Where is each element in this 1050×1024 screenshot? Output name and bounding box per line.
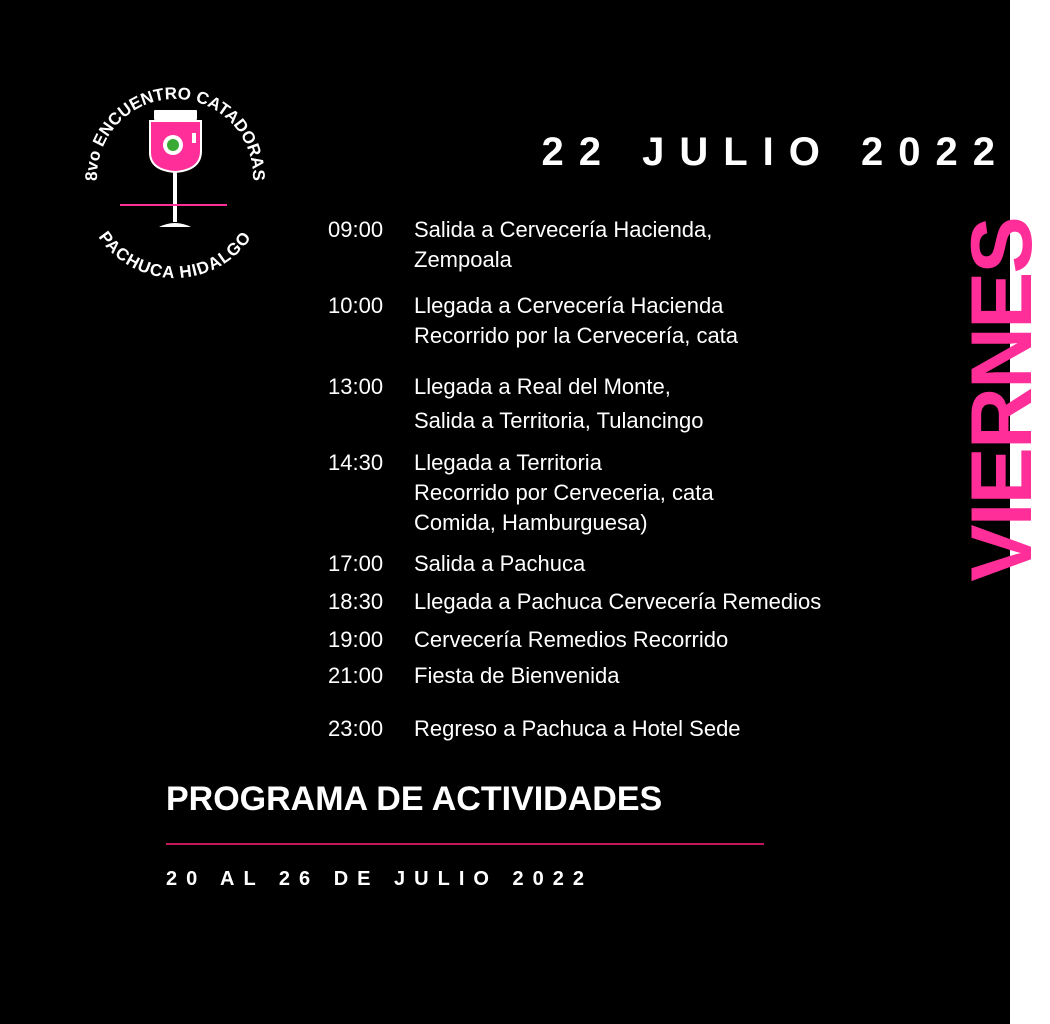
schedule-description-line: Regreso a Pachuca a Hotel Sede — [414, 716, 741, 741]
schedule-description — [414, 661, 619, 691]
program-title: PROGRAMA DE ACTIVIDADES — [166, 780, 663, 818]
program-dates: 20 AL 26 DE JULIO 2022 — [166, 868, 594, 890]
schedule-time: 21:00 — [328, 663, 384, 688]
schedule-description-line: Zempoala — [414, 247, 512, 272]
schedule-description — [414, 625, 728, 655]
schedule-time: 19:00 — [328, 627, 384, 652]
schedule-description — [414, 549, 585, 579]
logo-arc-top-text: 8vo ENCUENTRO CATADORAS — [81, 83, 269, 182]
schedule-time: 18:30 — [328, 589, 384, 614]
event-logo — [55, 55, 295, 295]
schedule-description-line: Fiesta de Bienvenida — [414, 663, 620, 688]
schedule-description — [414, 714, 741, 744]
weekday-label: VIERNES — [954, 218, 1050, 582]
logo-arc-bottom-text: PACHUCA HIDALGO — [94, 227, 256, 283]
schedule-description-line: Cervecería Remedios Recorrido — [414, 627, 729, 652]
footer-divider — [166, 843, 764, 845]
schedule-description — [414, 215, 712, 275]
schedule-description-line: Llegada a Cervecería Hacienda — [414, 293, 724, 318]
schedule-time: 14:30 — [328, 450, 384, 475]
schedule-description-line: Salida a Territoria, Tulancingo — [414, 408, 704, 433]
schedule-description — [414, 587, 821, 617]
beer-glass-with-hop-icon — [120, 110, 227, 227]
schedule-description-line: Comida, Hamburguesa) — [414, 510, 648, 535]
event-date: 22 JULIO 2022 — [541, 130, 1010, 174]
schedule-description-line: Salida a Cervecería Hacienda, — [414, 217, 713, 242]
schedule-time: 17:00 — [328, 551, 384, 576]
schedule-description-line: Recorrido por la Cervecería, cata — [414, 323, 739, 348]
schedule-description-line: Llegada a Territoria — [414, 450, 602, 475]
schedule-time: 23:00 — [328, 716, 384, 741]
schedule-description-line: Llegada a Real del Monte, — [414, 374, 671, 399]
schedule-time: 13:00 — [328, 374, 384, 399]
schedule-description-line: Salida a Pachuca — [414, 551, 586, 576]
schedule-description — [414, 372, 703, 436]
schedule-description — [414, 448, 714, 538]
schedule-description-line: Llegada a Pachuca Cervecería Remedios — [414, 589, 822, 614]
schedule-description-line: Recorrido por Cerveceria, cata — [414, 480, 714, 505]
schedule-time: 09:00 — [328, 217, 384, 242]
schedule-description — [414, 291, 738, 351]
schedule-time: 10:00 — [328, 293, 384, 318]
